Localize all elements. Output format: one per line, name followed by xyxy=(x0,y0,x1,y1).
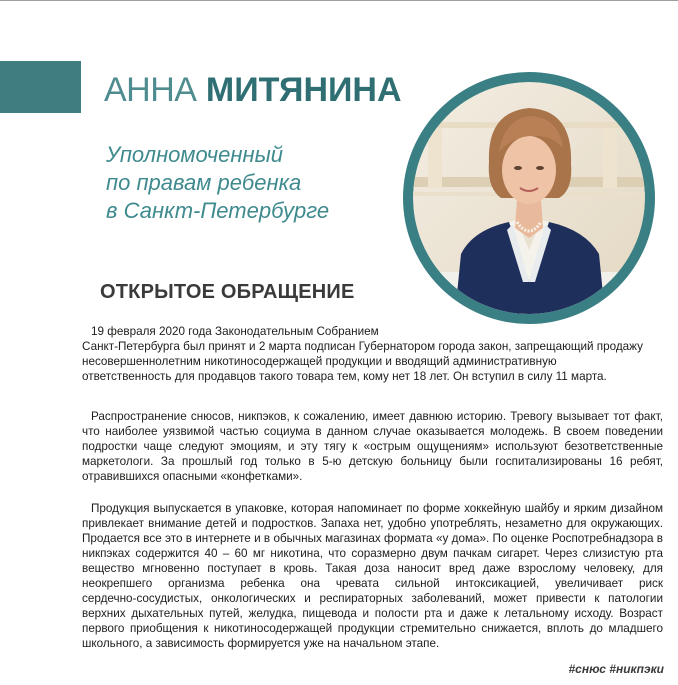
paragraph-line: маркетологи. За прошлый год только в 5-ю детскую больницу были госпитализированы 16 ребят, xyxy=(82,455,663,468)
accent-block xyxy=(0,61,81,113)
paragraph-line: отравившихся опасными «конфетками». xyxy=(82,470,303,483)
author-title-line: Уполномоченный xyxy=(106,142,284,167)
appeal-heading: ОТКРЫТОЕ ОБРАЩЕНИЕ xyxy=(100,281,355,303)
paragraph xyxy=(82,409,663,484)
top-rule xyxy=(0,0,678,1)
paragraph-line: ответственность для продавцов такого товара тем, кому нет 18 лет. Он вступил в силу 11 марта. xyxy=(82,370,607,383)
paragraph-line: никпэках содержится 40 – 60 мг никотина, что соразмерно двум пачкам сигарет. Через слизистую рта xyxy=(82,547,663,560)
paragraph-line: привлекает внимание детей и подростков. Запаха нет, удобно употреблять, незаметно для окружающих. xyxy=(82,517,663,530)
paragraph-line: подростки чаще следуют эмоциям, и эту тягу к «острым ощущениям» используют безответственные xyxy=(82,440,663,453)
portrait-photo xyxy=(413,82,645,314)
hashtags: #снюс #никпэки xyxy=(568,662,664,676)
paragraph-line: вещество мгновенно поступает в кровь. Такая доза наносит вред даже взрослому человеку, для xyxy=(82,562,663,575)
paragraph-line: 19 февраля 2020 года Законодательным Собранием xyxy=(91,325,379,338)
paragraph-line: сердечно-сосудистых, онкологических и респираторных заболеваний, может привести к патологии xyxy=(82,592,663,605)
paragraph-line: верхних дыхательных путей, желудка, пищевода и полости рта и даже к летальному исходу. Возраст xyxy=(82,607,663,620)
paragraph-line: неокрепшего организма ребенка она чревата сильной интоксикацией, увеличивает риск xyxy=(82,577,663,590)
author-last-name: МИТЯНИНА xyxy=(205,71,402,109)
paragraph-line: школьного, а зависимость формируется уже на начальном этапе. xyxy=(82,637,440,650)
paragraph xyxy=(82,501,663,651)
paragraph-line: Продукция выпускается в упаковке, которая напоминает по форме хоккейную шайбу и ярким дизайном xyxy=(91,502,663,515)
author-first-name: АННА xyxy=(104,71,197,109)
author-title-line: по правам ребенка xyxy=(106,170,302,195)
paragraph-line: первого приобщения к никотиносодержащей продукции стремительно снижается, вплоть до младшего xyxy=(82,622,663,635)
paragraph-line: несовершеннолетним никотиносодержащей продукции и вводящий административную xyxy=(82,355,557,368)
paragraph-line: Санкт-Петербурга был принят и 2 марта подписан Губернатором города закон, запрещающий продажу xyxy=(82,340,643,353)
portrait-frame xyxy=(403,72,655,324)
paragraph xyxy=(82,324,663,384)
paragraph-line: Продается все это в интернете и в обычных магазинах формата «у дома». По оценке Роспотребнадзора в xyxy=(82,532,663,545)
paragraph-line: что наиболее уязвимой частью социума в данном случае оказывается молодежь. В своем поведении xyxy=(82,425,663,438)
author-name xyxy=(104,70,402,110)
author-title-line: в Санкт-Петербурге xyxy=(106,198,330,223)
author-title xyxy=(106,141,329,225)
paragraph-line: Распространение снюсов, никпэков, к сожалению, имеет давнюю историю. Тревогу вызывает тот факт, xyxy=(91,410,663,423)
